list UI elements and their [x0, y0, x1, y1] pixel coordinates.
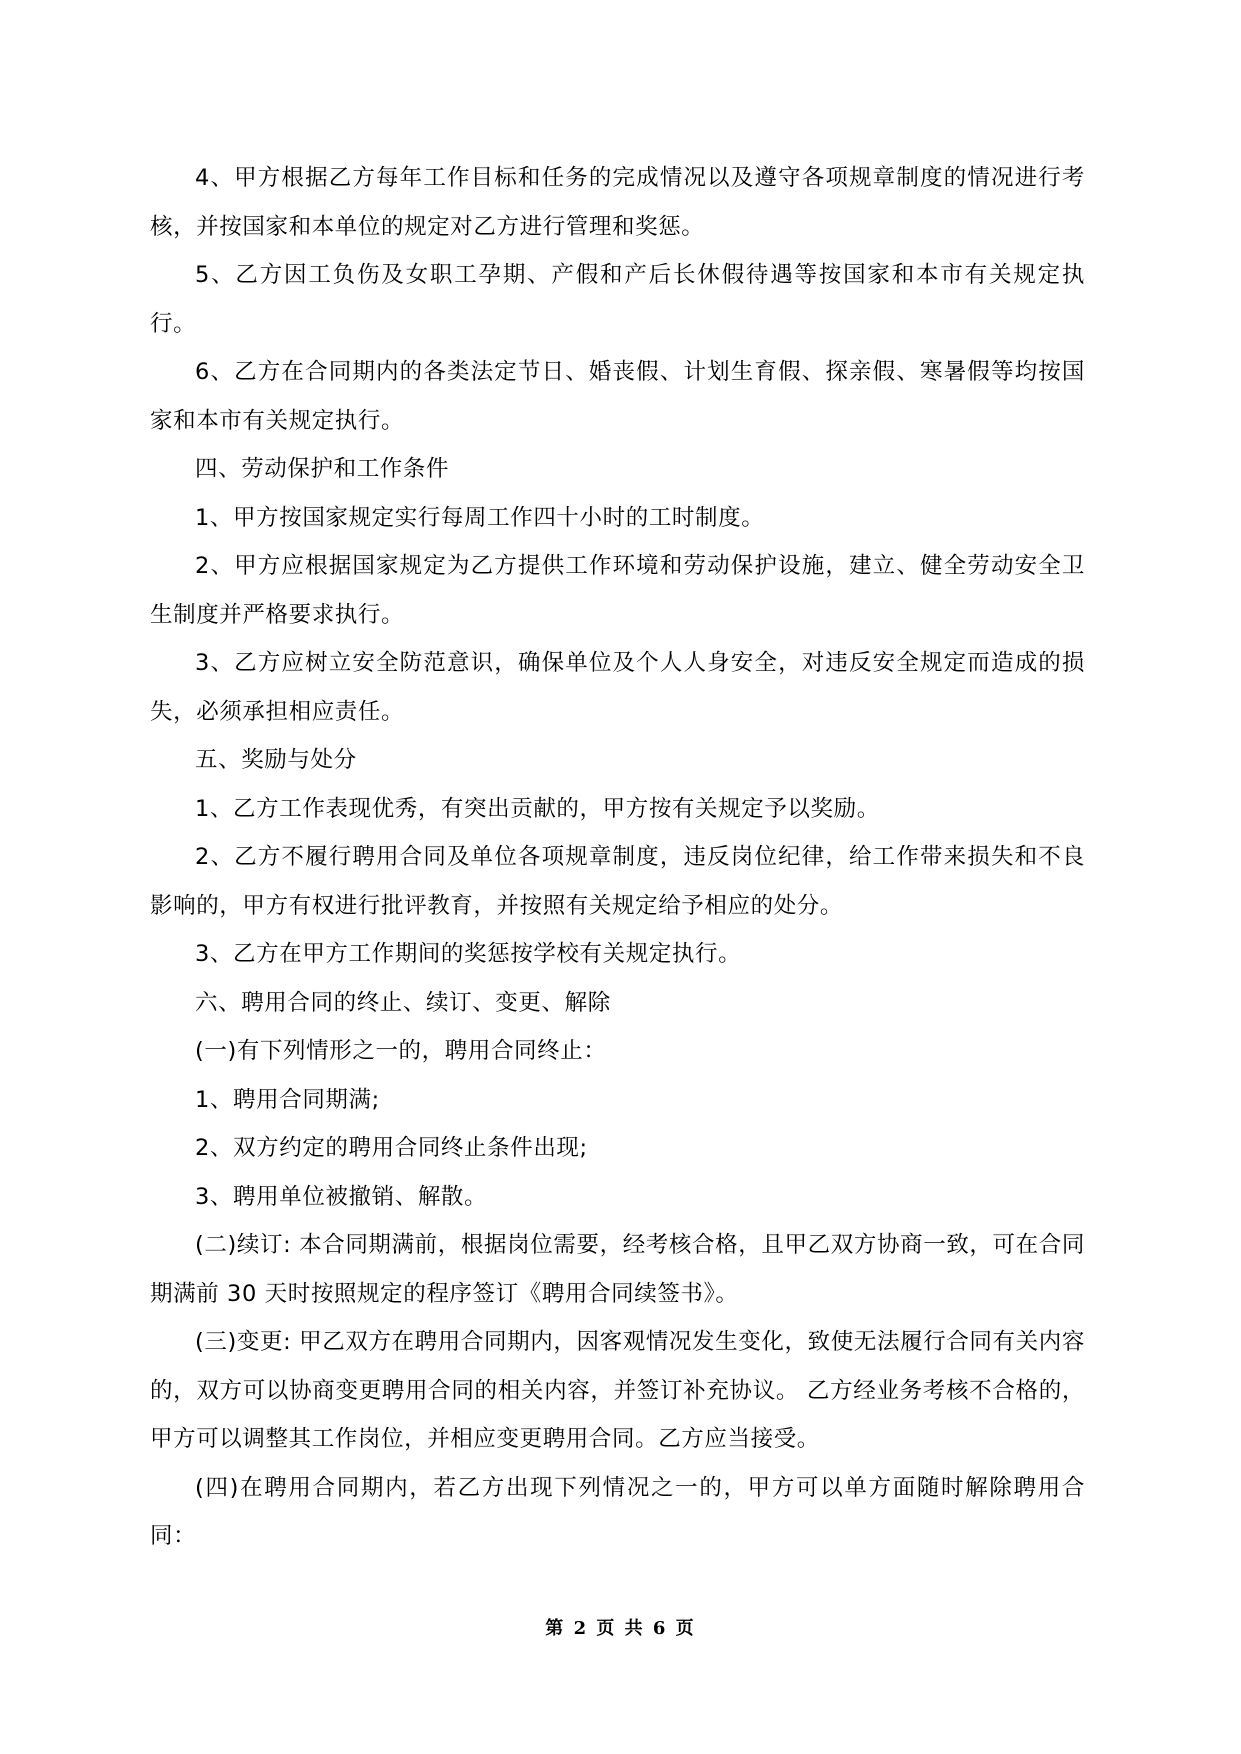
subsection-rescission: (四)在聘用合同期内，若乙方出现下列情况之一的，甲方可以单方面随时解除聘用合同： — [150, 1474, 1085, 1549]
section-heading-labor-protection: 四、劳动保护和工作条件 — [195, 456, 450, 482]
subsection-change: (三)变更: 甲乙双方在聘用合同期内，因客观情况发生变化，致使无法履行合同有关内容的，双方可以协商变更聘用合同的相关内容，并签订补充协议。 乙方经业务考核不合格的，甲方可以调整其工作岗位，并相应变更聘用合同。乙方应当接受。 — [150, 1329, 1085, 1452]
clause-4-assessment: 4、甲方根据乙方每年工作目标和任务的完成情况以及遵守各项规章制度的情况进行考核，并按国家和本单位的规定对乙方进行管理和奖惩。 — [150, 165, 1085, 240]
subsection-renewal: (二)续订: 本合同期满前，根据岗位需要，经考核合格，且甲乙双方协商一致，可在合同期满前 30 天时按照规定的程序签订《聘用合同续签书》。 — [150, 1232, 1085, 1307]
document-body — [150, 154, 1085, 1561]
termination-item-3: 3、聘用单位被撤销、解散。 — [195, 1183, 488, 1210]
labor-clause-3-safety: 3、乙方应树立安全防范意识，确保单位及个人人身安全，对违反安全规定而造成的损失，必须承担相应责任。 — [150, 650, 1085, 725]
clause-6-holidays: 6、乙方在合同期内的各类法定节日、婚丧假、计划生育假、探亲假、寒暑假等均按国家和本市有关规定执行。 — [150, 359, 1085, 434]
labor-clause-2-environment: 2、甲方应根据国家规定为乙方提供工作环境和劳动保护设施，建立、健全劳动安全卫生制度并严格要求执行。 — [150, 553, 1085, 628]
subsection-termination: (一)有下列情形之一的，聘用合同终止： — [195, 1038, 607, 1064]
labor-clause-1-working-hours: 1、甲方按国家规定实行每周工作四十小时的工时制度。 — [195, 504, 765, 531]
reward-clause-2: 2、乙方不履行聘用合同及单位各项规章制度，违反岗位纪律，给工作带来损失和不良影响的，甲方有权进行批评教育，并按照有关规定给予相应的处分。 — [150, 844, 1085, 919]
reward-clause-3: 3、乙方在甲方工作期间的奖惩按学校有关规定执行。 — [195, 941, 742, 967]
reward-clause-1: 1、乙方工作表现优秀，有突出贡献的，甲方按有关规定予以奖励。 — [195, 795, 880, 822]
section-heading-rewards-penalties: 五、奖励与处分 — [195, 747, 357, 773]
termination-item-1: 1、聘用合同期满; — [195, 1086, 380, 1113]
termination-item-2: 2、双方约定的聘用合同终止条件出现; — [195, 1135, 588, 1161]
clause-5-injury-leave: 5、乙方因工负伤及女职工孕期、产假和产后长休假待遇等按国家和本市有关规定执行。 — [150, 262, 1085, 337]
section-heading-contract-termination: 六、聘用合同的终止、续订、变更、解除 — [195, 989, 611, 1016]
page-number-footer: 第 2 页 共 6 页 — [545, 1618, 696, 1639]
